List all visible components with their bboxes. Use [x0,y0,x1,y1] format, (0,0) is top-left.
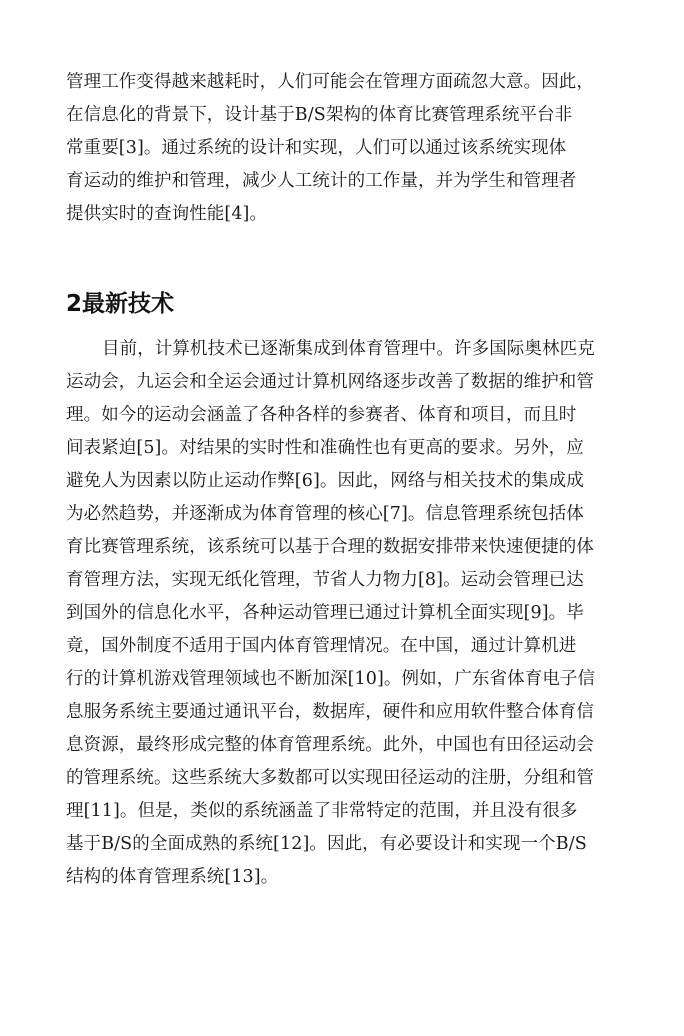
text-line: 在信息化的背景下，设计基于B/S架构的体育比赛管理系统平台非 [66,105,573,125]
text-line: 目前，计算机技术已逐渐集成到体育管理中。许多国际奥林匹克 [102,339,595,359]
text-line: 育比赛管理系统，该系统可以基于合理的数据安排带来快速便捷的体 [66,537,594,557]
text-line: 为必然趋势，并逐渐成为体育管理的核心[7]。信息管理系统包括体 [66,504,584,524]
text-line: 育管理方法，实现无纸化管理，节省人力物力[8]。运动会管理已达 [66,570,584,590]
text-line: 理。如今的运动会涵盖了各种各样的参赛者、体育和项目，而且时 [66,405,577,425]
text-line: 常重要[3]。通过系统的设计和实现，人们可以通过该系统实现体 [66,138,567,158]
text-line: 基于B/S的全面成熟的系统[12]。因此，有必要设计和实现一个B/S [66,834,587,854]
text-line: 提供实时的查询性能[4]。 [66,204,268,224]
text-line: 间表紧迫[5]。对结果的实时性和准确性也有更高的要求。另外，应 [66,438,584,458]
text-line: 到国外的信息化水平，各种运动管理已通过计算机全面实现[9]。毕 [66,603,584,623]
text-line: 的管理系统。这些系统大多数都可以实现田径运动的注册，分组和管 [66,768,594,788]
text-line: 育运动的维护和管理，减少人工统计的工作量，并为学生和管理者 [66,171,577,191]
text-line: 管理工作变得越来越耗时，人们可能会在管理方面疏忽大意。因此， [66,72,594,92]
text-line: 息资源，最终形成完整的体育管理系统。此外，中国也有田径运动会 [66,735,594,755]
text-line: 结构的体育管理系统[13]。 [66,867,279,887]
text-line: 避免人为因素以防止运动作弊[6]。因此，网络与相关技术的集成成 [66,471,584,491]
text-line: 运动会，九运会和全运会通过计算机网络逐步改善了数据的维护和管 [66,372,594,392]
text-line: 理[11]。但是，类似的系统涵盖了非常特定的范围，并且没有很多 [66,801,578,821]
paragraph-latest-technology [66,333,632,894]
section-heading: 2最新技术 [66,291,175,317]
paragraph-continuation [66,66,632,231]
text-line: 行的计算机游戏管理领域也不断加深[10]。例如，广东省体育电子信 [66,669,596,689]
text-line: 息服务系统主要通过通讯平台，数据库，硬件和应用软件整合体育信 [66,702,594,722]
text-line: 竟，国外制度不适用于国内体育管理情况。在中国，通过计算机进 [66,636,577,656]
